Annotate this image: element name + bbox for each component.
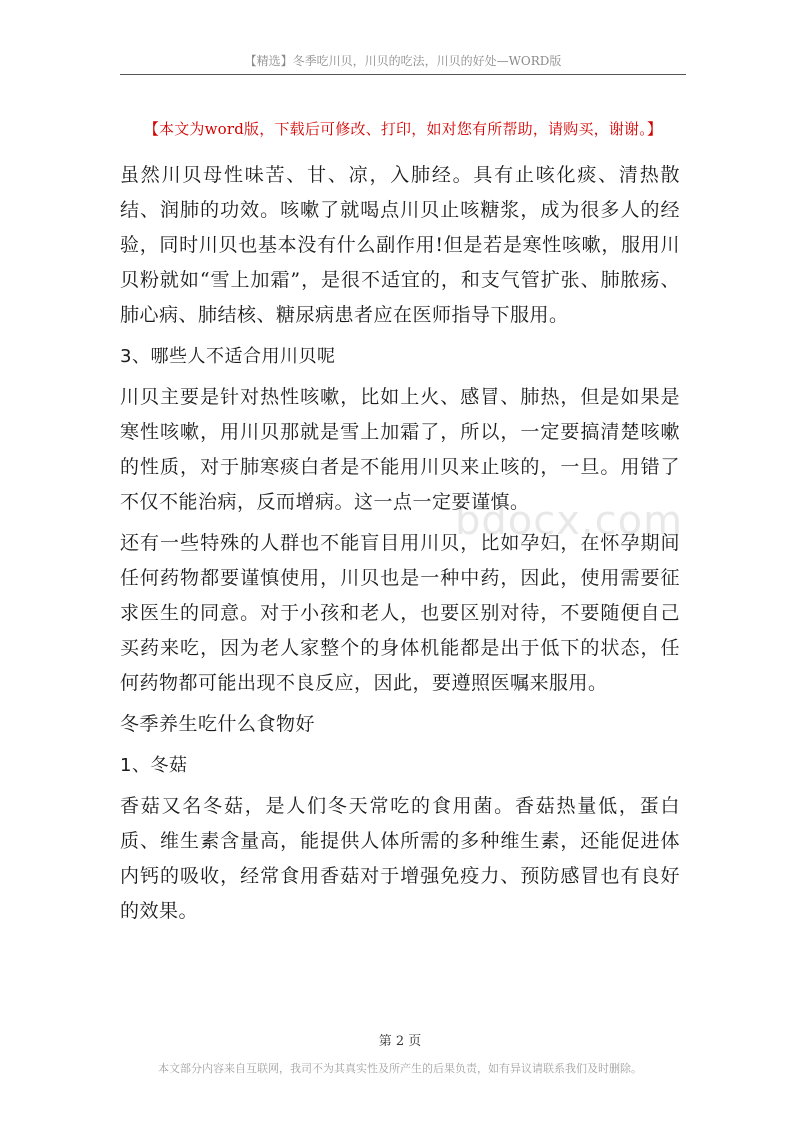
red-notice: 【本文为word版，下载后可修改、打印，如对您有所帮助，请购买，谢谢。】 bbox=[143, 120, 663, 138]
page-number: 第 2 页 bbox=[378, 1034, 422, 1049]
page-footer: 本文部分内容来自互联网，我司不为其真实性及所产生的后果负责，如有异议请联系我们及时删除。 bbox=[158, 1062, 642, 1075]
watermark: bdocx.com bbox=[455, 498, 684, 544]
paragraph-mushroom: 香菇又名冬菇，是人们冬天常吃的食用菌。香菇热量低，蛋白质、维生素含量高，能提供人体所需的多种维生素，还能促进体内钙的吸收，经常食用香菇对于增强免疫力、预防感冒也有良好的效果。 bbox=[120, 795, 680, 922]
section-heading-winter-food: 冬季养生吃什么食物好 bbox=[120, 713, 316, 735]
page-header: 【精选】冬季吃川贝，川贝的吃法，川贝的好处—WORD版 bbox=[244, 54, 562, 68]
header-divider bbox=[120, 74, 686, 75]
paragraph-intro: 虽然川贝母性味苦、甘、凉，入肺经。具有止咳化痰、清热散结、润肺的功效。咳嗽了就喝点川贝止咳糖浆，成为很多人的经验，同时川贝也基本没有什么副作用!但是若是寒性咳嗽，服用川贝粉就如“雪上加霜”，是很不适宜的，和支气管扩张、肺脓疡、肺心病、肺结核、糖尿病患者应在医师指导下服用。 bbox=[120, 164, 680, 326]
section-heading-3: 3、哪些人不适合用川贝呢 bbox=[120, 346, 336, 367]
section-heading-1: 1、冬菇 bbox=[120, 755, 188, 776]
paragraph-special-groups: 还有一些特殊的人群也不能盲目用川贝，比如孕妇，在怀孕期间任何药物都要谨慎使用，川贝也是一种中药，因此，使用需要征求医生的同意。对于小孩和老人，也要区别对待，不要随便自己买药来吃，因为老人家整个的身体机能都是出于低下的状态，任何药物都可能出现不良反应，因此，要遵照医嘱来服用。 bbox=[120, 532, 680, 694]
paragraph-hot-cough: 川贝主要是针对热性咳嗽，比如上火、感冒、肺热，但是如果是寒性咳嗽，用川贝那就是雪上加霜了，所以，一定要搞清楚咳嗽的性质，对于肺寒痰白者是不能用川贝来止咳的，一旦。用错了不仅不能治病，反而增病。这一点一定要谨慎。 bbox=[120, 386, 680, 513]
